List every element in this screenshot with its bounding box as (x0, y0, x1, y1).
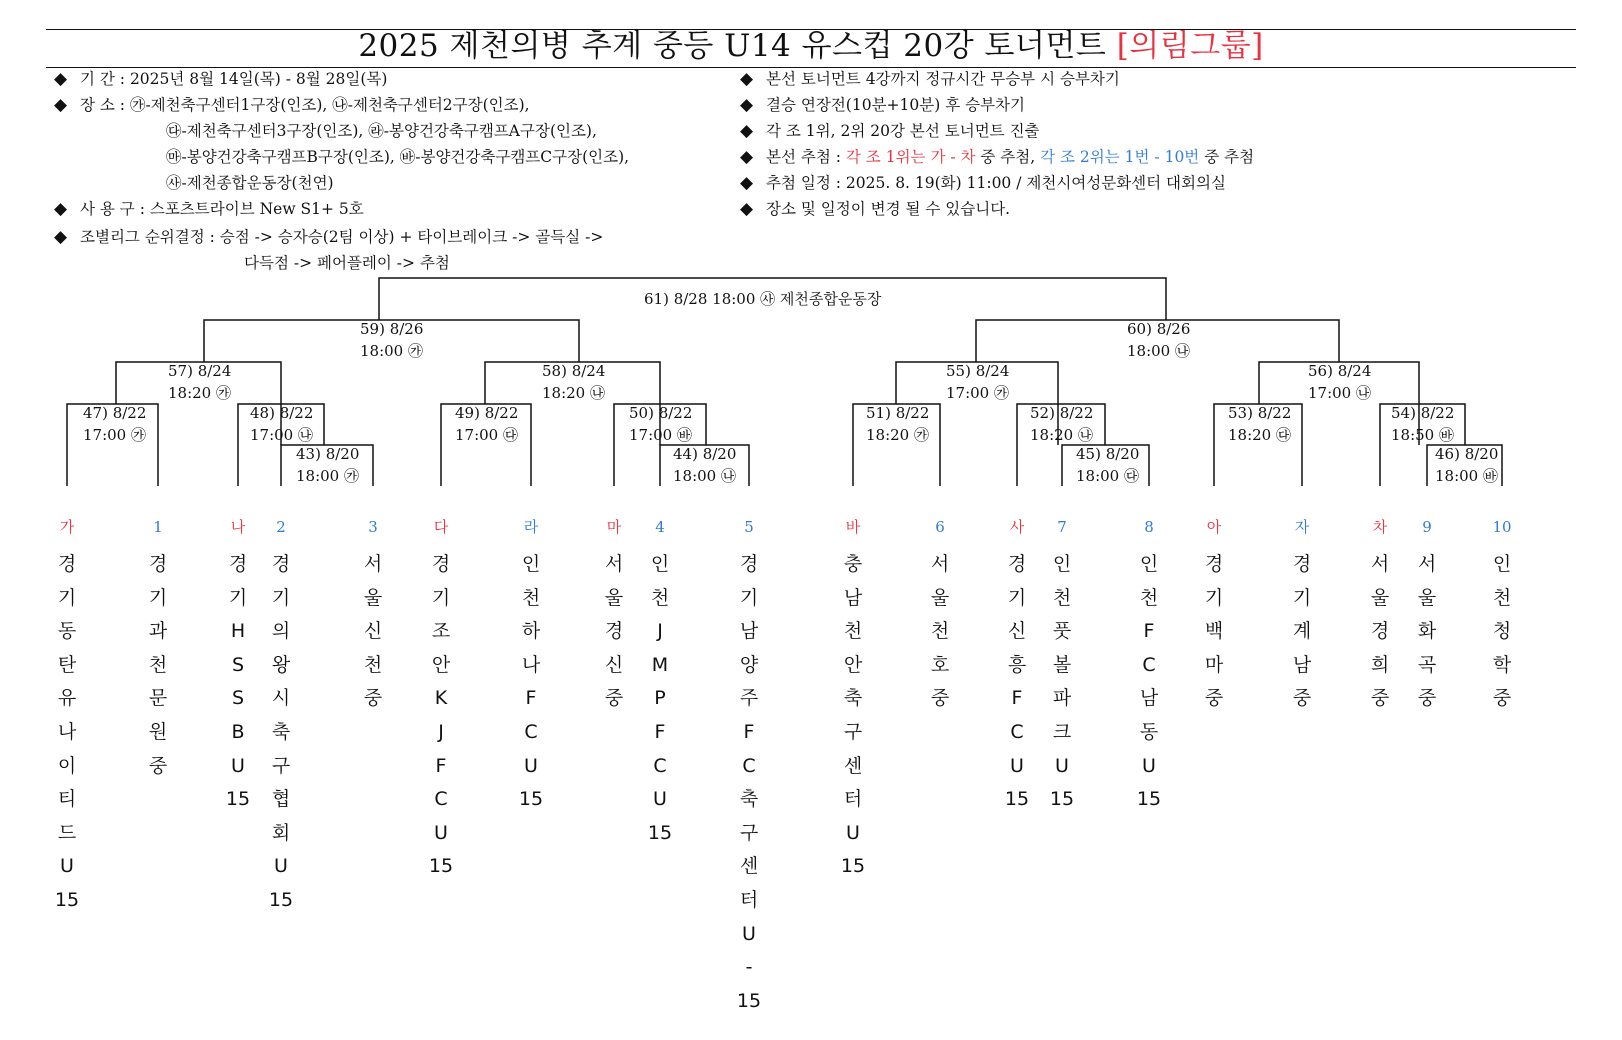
info-period: ◆ 기 간 : 2025년 8월 14일(목) - 8월 28일(목) (54, 69, 388, 89)
match-label (946, 360, 1009, 404)
info-venue-cont: ㉲-봉양건강축구캠프B구장(인조), ㉳-봉양건강축구캠프C구장(인조), (166, 148, 630, 166)
match-time-venue: 18:20 ㉰ (1228, 426, 1291, 444)
match-number-date: 49) 8/22 (455, 404, 519, 422)
info-change-notice: ◆ 장소 및 일정이 변경 될 수 있습니다. (740, 199, 1011, 219)
match-time-venue: 18:20 ㉯ (1030, 426, 1093, 444)
match-time-venue: 17:00 ㉮ (83, 426, 146, 444)
info-draw: ◆ 본선 추첨 : 각 조 1위는 가 - 차 중 추첨, 각 조 2위는 1번 - 10번 중 추첨 (740, 147, 1255, 167)
team-name: 서 울 화 곡 중 (1417, 553, 1437, 710)
match-number-date: 58) 8/24 (542, 362, 606, 380)
team-name: 인 천 풋 볼 파 크 U 15 (1049, 553, 1075, 811)
match-time-venue: 18:50 ㉳ (1391, 426, 1454, 444)
match-label (83, 402, 146, 446)
seed-label: 바 (845, 518, 861, 536)
info-rule-pk: ◆ 본선 토너먼트 4강까지 정규시간 무승부 시 승부차기 (740, 69, 1120, 89)
match-label (1391, 402, 1454, 446)
seed-label: 6 (935, 518, 945, 536)
team-name: 서 울 신 천 중 (363, 553, 383, 710)
team-name: 경 기 백 마 중 (1204, 553, 1224, 710)
diamond-icon: ◆ (54, 69, 68, 89)
match-label (866, 402, 929, 446)
match-number-date: 57) 8/24 (168, 362, 232, 380)
match-number-date: 59) 8/26 (360, 320, 424, 338)
title-group: [의림그룹] (1116, 28, 1264, 64)
match-label (1308, 360, 1371, 404)
match-number-date: 51) 8/22 (866, 404, 930, 422)
seed-label: 10 (1492, 518, 1512, 536)
match-number-date: 52) 8/22 (1030, 404, 1094, 422)
match-time-venue: 18:20 ㉯ (542, 384, 605, 402)
match-number-date: 50) 8/22 (629, 404, 693, 422)
match-number-date: 60) 8/26 (1127, 320, 1191, 338)
team-name: 경 기 신 흥 F C U 15 (1004, 553, 1030, 811)
match-number-date: 61) 8/28 18:00 ㉴ 제천종합운동장 (644, 290, 882, 308)
match-time-venue: 17:00 ㉳ (629, 426, 692, 444)
match-time-venue: 17:00 ㉯ (1308, 384, 1371, 402)
diamond-icon: ◆ (54, 95, 68, 115)
info-venue-cont: ㉴-제천종합운동장(천연) (166, 174, 334, 192)
match-number-date: 53) 8/22 (1228, 404, 1292, 422)
match-time-venue: 17:00 ㉮ (946, 384, 1009, 402)
match-label (673, 443, 736, 487)
match-time-venue: 18:00 ㉳ (1435, 467, 1498, 485)
match-time-venue: 18:00 ㉯ (1127, 342, 1190, 360)
team-name: 경 기 의 왕 시 축 구 협 회 U 15 (268, 553, 294, 911)
info-ranking-cont: 다득점 -> 페어플레이 -> 추첨 (244, 254, 450, 272)
diamond-icon: ◆ (740, 173, 754, 193)
seed-label: 1 (153, 518, 163, 536)
diamond-icon: ◆ (740, 199, 754, 219)
match-label (542, 360, 605, 404)
team-name: 인 천 하 나 F C U 15 (518, 553, 544, 811)
diamond-icon: ◆ (54, 227, 68, 247)
seed-label: 나 (230, 518, 246, 536)
seed-label: 자 (1294, 518, 1310, 536)
match-label (250, 402, 313, 446)
team-name: 경 기 동 탄 유 나 이 티 드 U 15 (54, 553, 80, 911)
title-main: 2025 제천의병 추계 중등 U14 유스컵 20강 토너먼트 (358, 28, 1107, 64)
info-venue: ◆ 장 소 : ㉮-제천축구센터1구장(인조), ㉯-제천축구센터2구장(인조), (54, 95, 530, 115)
match-number-date: 46) 8/20 (1435, 445, 1499, 463)
match-time-venue: 18:20 ㉮ (168, 384, 231, 402)
match-label (168, 360, 231, 404)
match-label (1030, 402, 1093, 446)
seed-label: 2 (276, 518, 286, 536)
seed-label: 7 (1057, 518, 1067, 536)
match-number-date: 45) 8/20 (1076, 445, 1140, 463)
seed-label: 4 (655, 518, 665, 536)
match-label (360, 318, 423, 362)
info-rule-advance: ◆ 각 조 1위, 2위 20강 본선 토너먼트 진출 (740, 121, 1040, 141)
match-number-date: 54) 8/22 (1391, 404, 1455, 422)
info-rule-final: ◆ 결승 연장전(10분+10분) 후 승부차기 (740, 95, 1025, 115)
match-number-date: 48) 8/22 (250, 404, 314, 422)
match-time-venue: 18:00 ㉮ (360, 342, 423, 360)
diamond-icon: ◆ (740, 69, 754, 89)
match-number-date: 44) 8/20 (673, 445, 737, 463)
team-name: 경 기 과 천 문 원 중 (148, 553, 168, 777)
seed-label: 마 (606, 518, 622, 536)
match-label (1076, 443, 1139, 487)
seed-label: 아 (1206, 518, 1222, 536)
seed-label: 사 (1009, 518, 1025, 536)
team-name: 인 천 J M P F C U 15 (647, 553, 673, 844)
match-number-date: 43) 8/20 (296, 445, 360, 463)
info-draw-schedule: ◆ 추첨 일정 : 2025. 8. 19(화) 11:00 / 제천시여성문화센터 대회의실 (740, 173, 1226, 193)
seed-label: 3 (368, 518, 378, 536)
seed-label: 가 (59, 518, 75, 536)
seed-label: 다 (433, 518, 449, 536)
diamond-icon: ◆ (740, 121, 754, 141)
seed-label: 5 (744, 518, 754, 536)
diamond-icon: ◆ (54, 199, 68, 219)
match-time-venue: 18:00 ㉰ (1076, 467, 1139, 485)
team-name: 충 남 천 안 축 구 센 터 U 15 (840, 553, 866, 878)
match-label (1127, 318, 1190, 362)
seed-label: 8 (1144, 518, 1154, 536)
match-number-date: 47) 8/22 (83, 404, 147, 422)
match-time-venue: 18:20 ㉮ (866, 426, 929, 444)
team-name: 인 천 F C 남 동 U 15 (1136, 553, 1162, 811)
match-time-venue: 18:00 ㉮ (296, 467, 359, 485)
team-name: 경 기 계 남 중 (1292, 553, 1312, 710)
match-number-date: 55) 8/24 (946, 362, 1010, 380)
match-label (296, 443, 359, 487)
diamond-icon: ◆ (740, 147, 754, 167)
team-name: 서 울 천 호 중 (930, 553, 950, 710)
team-name: 경 기 남 양 주 F C 축 구 센 터 U - 15 (736, 553, 762, 1012)
team-name: 경 기 조 안 K J F C U 15 (428, 553, 454, 878)
match-label (455, 402, 518, 446)
match-label (644, 288, 881, 310)
info-venue-cont: ㉰-제천축구센터3구장(인조), ㉱-봉양건강축구캠프A구장(인조), (166, 122, 597, 140)
match-label (1435, 443, 1498, 487)
match-number-date: 56) 8/24 (1308, 362, 1372, 380)
team-name: 서 울 경 신 중 (604, 553, 624, 710)
match-time-venue: 18:00 ㉯ (673, 467, 736, 485)
info-ball: ◆ 사 용 구 : 스포츠트라이브 New S1+ 5호 (54, 199, 364, 219)
match-label (629, 402, 692, 446)
diamond-icon: ◆ (740, 95, 754, 115)
seed-label: 차 (1372, 518, 1388, 536)
seed-label: 9 (1422, 518, 1432, 536)
match-time-venue: 17:00 ㉯ (250, 426, 313, 444)
match-label (1228, 402, 1291, 446)
team-name: 경 기 H S S B U 15 (225, 553, 251, 811)
team-name: 인 천 청 학 중 (1492, 553, 1512, 710)
info-ranking: ◆ 조별리그 순위결정 : 승점 -> 승자승(2팀 이상) + 타이브레이크 -> 골득실 -> (54, 227, 604, 247)
team-name: 서 울 경 희 중 (1370, 553, 1390, 710)
match-time-venue: 17:00 ㉰ (455, 426, 518, 444)
seed-label: 라 (523, 518, 539, 536)
